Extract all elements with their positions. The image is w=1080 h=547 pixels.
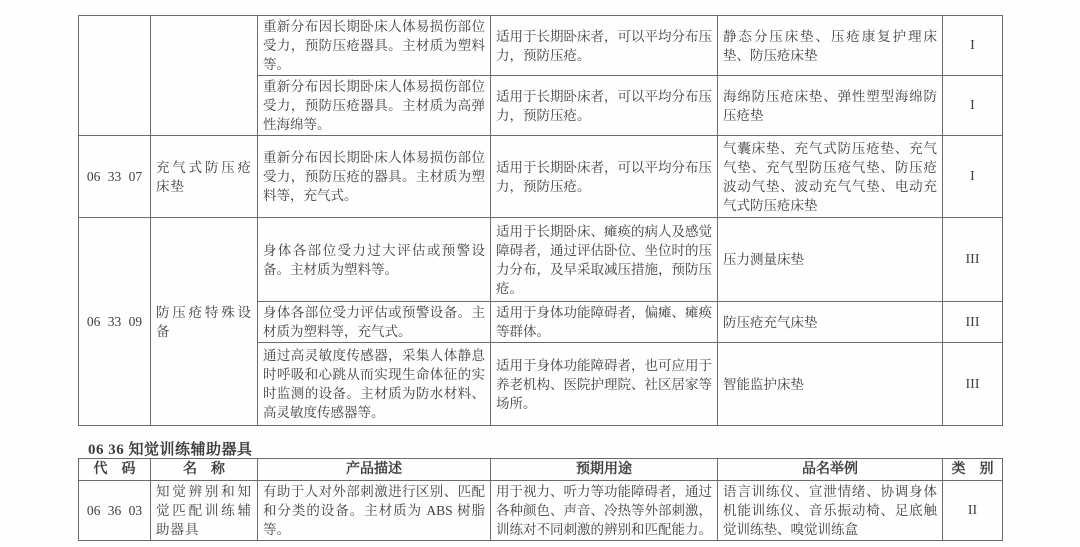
- column-header-category: 类 别: [943, 459, 1003, 481]
- cell-category: III: [943, 218, 1003, 302]
- table-header-row: [79, 459, 1003, 481]
- cell-product-description: 重新分布因长期卧床人体易损伤部位受力，预防压疮器具。主材质为高弹性海绵等。: [258, 76, 491, 136]
- cell-category: I: [943, 136, 1003, 218]
- cell-category: III: [943, 302, 1003, 343]
- cell-code: [79, 16, 151, 136]
- cell-intended-use: 适用于长期卧床者，可以平均分布压力，预防压疮。: [491, 136, 718, 218]
- cell-product-description: 身体各部位受力评估或预警设备。主材质为塑料等，充气式。: [258, 302, 491, 343]
- cell-category: III: [943, 343, 1003, 426]
- cell-example-products: 静态分压床垫、压疮康复护理床垫、防压疮床垫: [718, 16, 943, 76]
- cell-intended-use: 适用于长期卧床、瘫痪的病人及感觉障碍者，通过评估卧位、坐位时的压力分布，及早采取减压措施，预防压疮。: [491, 218, 718, 302]
- table-row: [79, 481, 1003, 541]
- table-row: [79, 218, 1003, 302]
- column-header-product-description: 产品描述: [258, 459, 491, 481]
- cell-intended-use: 用于视力、听力等功能障碍者，通过各种颜色、声音、冷热等外部刺激，训练对不同刺激的辨别和匹配能力。: [491, 481, 718, 541]
- cell-product-description: 重新分布因长期卧床人体易损伤部位受力，预防压疮器具。主材质为塑料等。: [258, 16, 491, 76]
- cell-example-products: 气囊床垫、充气式防压疮垫、充气气垫、充气型防压疮气垫、防压疮波动气垫、波动充气气垫、电动充气式防压疮床垫: [718, 136, 943, 218]
- section-heading: 06 36 知觉训练辅助器具: [88, 442, 253, 458]
- cell-product-description: 身体各部位受力过大评估或预警设备。主材质为塑料等。: [258, 218, 491, 302]
- cell-name: 充气式防压疮床垫: [151, 136, 258, 218]
- cell-example-products: 语言训练仪、宣泄情绪、协调身体机能训练仪、音乐振动椅、足底触觉训练垫、嗅觉训练盒: [718, 481, 943, 541]
- column-header-code: 代 码: [79, 459, 151, 481]
- cell-code: 06 33 07: [79, 136, 151, 218]
- cell-name: 知觉辨别和知觉匹配训练辅助器具: [151, 481, 258, 541]
- cell-category: II: [943, 481, 1003, 541]
- cell-intended-use: 适用于身体功能障碍者，偏瘫、瘫痪等群体。: [491, 302, 718, 343]
- cell-category: I: [943, 16, 1003, 76]
- cell-example-products: 海绵防压疮床垫、弹性塑型海绵防压疮垫: [718, 76, 943, 136]
- cell-name: 防压疮特殊设备: [151, 218, 258, 426]
- cell-intended-use: 适用于长期卧床者，可以平均分布压力，预防压疮。: [491, 16, 718, 76]
- cell-product-description: 有助于人对外部刺激进行区别、匹配和分类的设备。主材质为 ABS 树脂等。: [258, 481, 491, 541]
- cell-example-products: 压力测量床垫: [718, 218, 943, 302]
- column-header-intended-use: 预期用途: [491, 459, 718, 481]
- cell-category: I: [943, 76, 1003, 136]
- cell-intended-use: 适用于身体功能障碍者，也可应用于养老机构、医院护理院、社区居家等场所。: [491, 343, 718, 426]
- cell-intended-use: 适用于长期卧床者，可以平均分布压力，预防压疮。: [491, 76, 718, 136]
- column-header-example-products: 品名举例: [718, 459, 943, 481]
- cell-example-products: 防压疮充气床垫: [718, 302, 943, 343]
- cell-code: 06 36 03: [79, 481, 151, 541]
- cell-code: 06 33 09: [79, 218, 151, 426]
- cell-product-description: 重新分布因长期卧床人体易损伤部位受力，预防压疮的器具。主材质为塑料等，充气式。: [258, 136, 491, 218]
- cell-name: [151, 16, 258, 136]
- table-pressure-sore-aids: [78, 15, 1003, 426]
- cell-product-description: 通过高灵敏度传感器，采集人体静息时呼吸和心跳从而实现生命体征的实时监测的设备。主材质为防水材料、高灵敏度传感器等。: [258, 343, 491, 426]
- cell-example-products: 智能监护床垫: [718, 343, 943, 426]
- table-row: [79, 16, 1003, 76]
- table-row: [79, 136, 1003, 218]
- column-header-name: 名 称: [151, 459, 258, 481]
- table-perception-training-aids: [78, 458, 1003, 541]
